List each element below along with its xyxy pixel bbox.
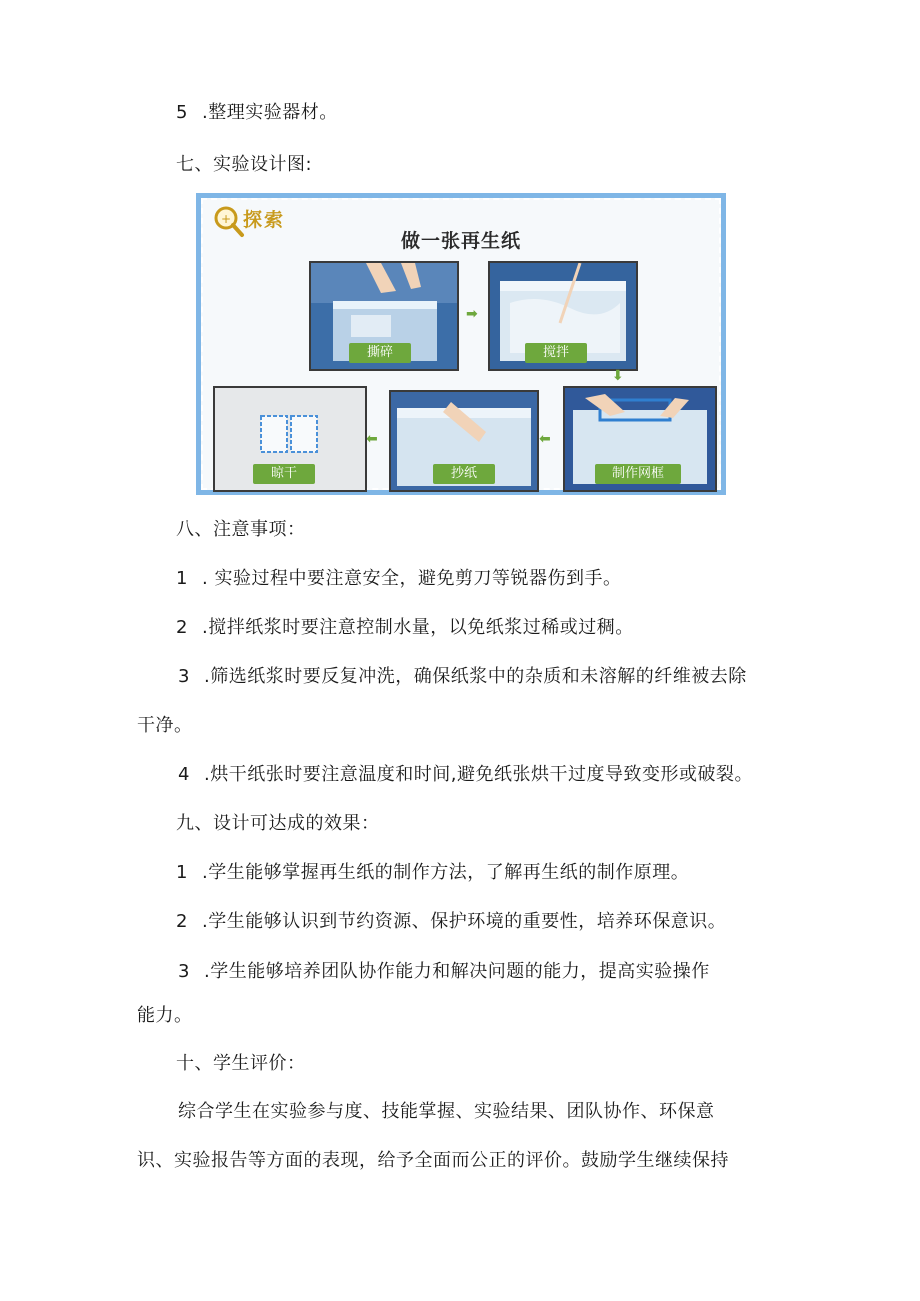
figure-title: 做一张再生纸 bbox=[400, 230, 521, 252]
step-tag-frame: 制作网框 bbox=[595, 464, 681, 484]
note-1-line bbox=[176, 567, 621, 591]
arrow-left-icon: ⬅ bbox=[539, 431, 551, 447]
figure-canvas bbox=[201, 198, 721, 490]
effect-text: .学生能够掌握再生纸的制作方法，了解再生纸的制作原理。 bbox=[202, 862, 690, 883]
note-number: 1 bbox=[176, 568, 188, 589]
effect-number: 1 bbox=[176, 862, 188, 883]
arrow-right-icon: ➡ bbox=[466, 306, 478, 322]
effect-number: 2 bbox=[176, 911, 188, 932]
effect-1-line bbox=[176, 861, 689, 885]
note-text: .搅拌纸浆时要注意控制水量，以免纸浆过稀或过稠。 bbox=[202, 617, 634, 638]
section-8-heading: 八、注意事项： bbox=[176, 519, 306, 540]
note-2-line bbox=[176, 616, 634, 640]
experiment-design-figure bbox=[196, 193, 726, 495]
note-number: 4 bbox=[178, 764, 190, 785]
step-tag-dry: 晾干 bbox=[253, 464, 315, 484]
explore-label: 探索 bbox=[243, 209, 286, 231]
step-5-line bbox=[176, 101, 338, 125]
note-text: . 实验过程中要注意安全，避免剪刀等锐器伤到手。 bbox=[202, 568, 622, 589]
note-text: .筛选纸浆时要反复冲洗，确保纸浆中的杂质和未溶解的纤维被去除 bbox=[204, 666, 747, 687]
effect-3-line bbox=[178, 960, 710, 984]
evaluation-paragraph-line-2: 识、实验报告等方面的表现，给予全面而公正的评价。鼓励学生继续保持 bbox=[137, 1150, 729, 1171]
note-number: 3 bbox=[178, 666, 190, 687]
effect-text: .学生能够培养团队协作能力和解决问题的能力，提高实验操作 bbox=[204, 961, 710, 982]
step-tag-tear: 撕碎 bbox=[349, 343, 411, 363]
note-3-continuation: 干净。 bbox=[137, 715, 193, 736]
step-tag-scoop: 抄纸 bbox=[433, 464, 495, 484]
arrow-down-icon: ⬇ bbox=[612, 368, 624, 384]
step-text: .整理实验器材。 bbox=[202, 102, 338, 123]
effect-number: 3 bbox=[178, 961, 190, 982]
note-4-line bbox=[178, 763, 753, 787]
note-number: 2 bbox=[176, 617, 188, 638]
section-9-heading: 九、设计可达成的效果： bbox=[176, 813, 380, 834]
arrow-left-icon: ⬅ bbox=[366, 431, 378, 447]
effect-text: .学生能够认识到节约资源、保护环境的重要性，培养环保意识。 bbox=[202, 911, 727, 932]
note-3-line bbox=[178, 665, 747, 689]
note-text: .烘干纸张时要注意温度和时间,避免纸张烘干过度导致变形或破裂。 bbox=[204, 764, 753, 785]
step-number: 5 bbox=[176, 102, 188, 123]
effect-3-continuation: 能力。 bbox=[137, 1005, 193, 1026]
effect-2-line bbox=[176, 910, 726, 934]
svg-text:+: + bbox=[221, 212, 232, 226]
section-7-heading: 七、实验设计图: bbox=[176, 154, 313, 175]
section-10-heading: 十、学生评价： bbox=[176, 1053, 306, 1074]
step-tag-stir: 搅拌 bbox=[525, 343, 587, 363]
evaluation-paragraph-line-1: 综合学生在实验参与度、技能掌握、实验结果、团队协作、环保意 bbox=[178, 1101, 715, 1122]
